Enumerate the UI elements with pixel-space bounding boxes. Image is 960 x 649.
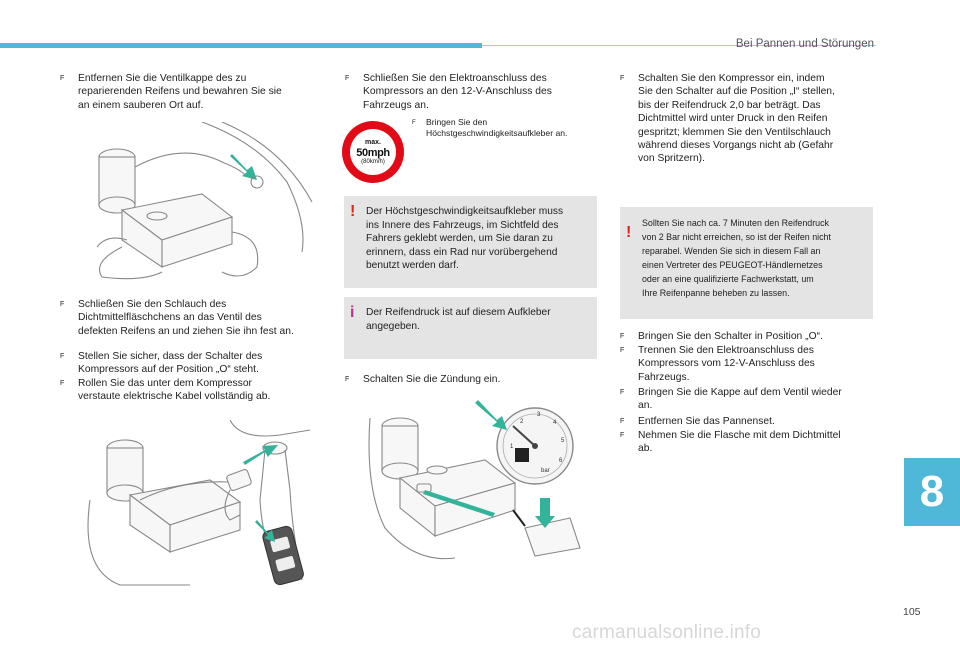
bullet-arrow-icon: F bbox=[345, 376, 350, 383]
gauge-tick-5: 5 bbox=[561, 438, 565, 444]
section-title: Bei Pannen und Störungen bbox=[735, 38, 874, 50]
gauge-tick-2: 2 bbox=[520, 419, 524, 425]
watermark: carmanualsonline.info bbox=[572, 622, 762, 643]
bullet-arrow-icon: F bbox=[60, 301, 65, 308]
col3-step-4: F Bringen Sie die Kappe auf dem Ventil wieder an. bbox=[620, 387, 842, 412]
bullet-arrow-icon: F bbox=[60, 75, 65, 82]
gauge-tick-4: 4 bbox=[553, 420, 557, 426]
col3-step-3: F Trennen Sie den Elektroanschluss des Kompressors vom 12-V-Anschluss des Fahrzeugs. bbox=[620, 345, 815, 383]
bullet-arrow-icon: F bbox=[345, 75, 350, 82]
col2-step-2: F Schalten Sie die Zündung ein. bbox=[345, 374, 501, 385]
bullet-arrow-icon: F bbox=[60, 353, 65, 360]
warning-icon: ! bbox=[626, 224, 632, 241]
illustration-power-cable bbox=[80, 420, 320, 590]
bullet-arrow-icon: F bbox=[620, 432, 625, 439]
col3-step-6: F Nehmen Sie die Flasche mit dem Dichtmittel ab. bbox=[620, 430, 841, 455]
gauge-tick-1: 1 bbox=[510, 444, 514, 450]
header-accent-bar bbox=[0, 43, 482, 48]
col1-step-2: F Schließen Sie den Schlauch des Dichtmittelfläschchens an das Ventil des defekten Reifens an und ziehen Sie ihn fest an. bbox=[60, 299, 294, 337]
bullet-arrow-icon: F bbox=[620, 75, 625, 82]
col2-sticker-step: F Bringen Sie den Höchstgeschwindigkeitsaufkleber an. bbox=[412, 117, 568, 138]
gauge-tick-3: 3 bbox=[537, 412, 541, 418]
gauge-tick-6: 6 bbox=[559, 458, 563, 464]
gauge-unit: bar bbox=[541, 468, 550, 474]
bullet-arrow-icon: F bbox=[412, 120, 416, 126]
col3-warning-note: ! Sollten Sie nach ca. 7 Minuten den Reifendruck von 2 Bar nicht erreichen, so ist der Reifen nicht reparabel. Wenden Sie sich in diesem Fall an einen Vertreter des PEUGEOT-Händlernetzes oder an eine qualifizierte Fachwerkstatt, um Ihre Reifenpanne beheben zu lassen. bbox=[620, 207, 873, 319]
bullet-arrow-icon: F bbox=[620, 347, 625, 354]
col3-step-2: F Bringen Sie den Schalter in Position „O“. bbox=[620, 331, 823, 342]
col2-info-note: i Der Reifendruck ist auf diesem Aufkleber angegeben. bbox=[344, 297, 597, 359]
col2-step-1: F Schließen Sie den Elektroanschluss des Kompressors an den 12-V-Anschluss des Fahrzeugs an. bbox=[345, 73, 552, 111]
bullet-arrow-icon: F bbox=[620, 333, 625, 340]
col1-step-3: F Stellen Sie sicher, dass der Schalter des Kompressors auf der Position „O“ steht. bbox=[60, 351, 263, 376]
chapter-tab: 8 bbox=[904, 458, 960, 526]
bullet-arrow-icon: F bbox=[620, 418, 625, 425]
illustration-pressure-gauge bbox=[365, 398, 590, 570]
bullet-arrow-icon: F bbox=[620, 389, 625, 396]
col3-step-1: F Schalten Sie den Kompressor ein, indem Sie den Schalter auf die Position „I“ stellen, bis der Reifendruck 2,0 bar beträgt. Das Dichtmittel wird unter Druck in den Reifen gespritzt; klemmen Sie den Ventilschlauch während dieses Vorgangs nicht ab (Gefahr von Spritzern). bbox=[620, 73, 835, 165]
col2-warning-note: ! Der Höchstgeschwindigkeitsaufkleber muss ins Innere des Fahrzeugs, im Sichtfeld des Fahrers geklebt werden, um Sie daran zu erinnern, dass ein Rad nur vorübergehend benutzt werden darf. bbox=[344, 196, 597, 288]
col1-step-4: F Rollen Sie das unter dem Kompressor verstaute elektrische Kabel vollständig ab. bbox=[60, 378, 271, 403]
warning-icon: ! bbox=[350, 203, 356, 220]
bullet-arrow-icon: F bbox=[60, 380, 65, 387]
illustration-valve-connection bbox=[82, 122, 322, 287]
speed-limit-sticker: max. 50mph (80km/h) bbox=[342, 121, 404, 183]
col3-step-5: F Entfernen Sie das Pannenset. bbox=[620, 416, 775, 427]
page-number: 105 bbox=[903, 606, 921, 618]
col1-step-1: F Entfernen Sie die Ventilkappe des zu reparierenden Reifens und bewahren Sie sie an einem sauberen Ort auf. bbox=[60, 73, 282, 111]
info-icon: i bbox=[350, 304, 355, 321]
